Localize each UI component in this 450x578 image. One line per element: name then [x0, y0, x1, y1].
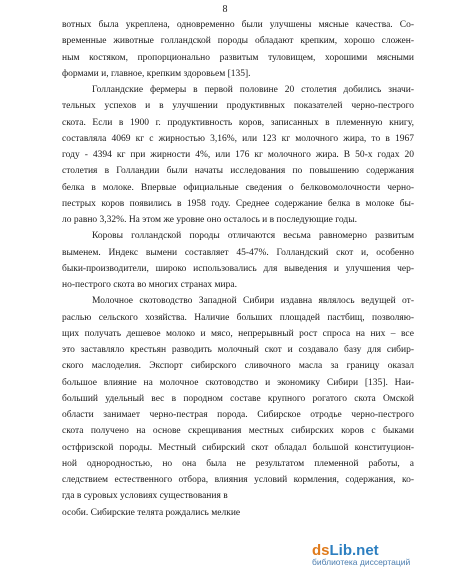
text-line: но-пестрого скота во многих странах мира. [62, 280, 237, 290]
text-line: Голландские фермеры в первой половине 20 столетия добились значи- [92, 85, 414, 95]
text-line: формами и, главное, крепким здоровьем [135]. [62, 68, 251, 79]
text-line: это заставляло крестьян разводить молочный скот и создавало базу для сибир- [62, 345, 414, 355]
text-line: большое влияние на молочное скотоводство и экономику Сибири [135]. Наи- [62, 377, 414, 388]
text-line: следствием естественного отбора, влияния условий кормления, содержания, ко- [62, 475, 414, 485]
page-number: 8 [222, 4, 228, 15]
text-line: остфризской породы. Местный сибирский скот обладал большой конституцион- [62, 442, 414, 453]
text-line: гда в суровых условиях существования в [62, 491, 228, 502]
text-line: временные животные голландской породы обладают крепким, хорошо сложен- [62, 36, 414, 47]
text-line: быки-производители, широко использовались для выведения и улучшения чер- [62, 263, 414, 274]
text-line: особи. Сибирские телята рождались мелкие [62, 507, 241, 518]
watermark-logo-main: Lib.net [329, 542, 379, 559]
text-line: вотных была укреплена, одновременно были улучшены мясные качества. Со- [62, 20, 414, 30]
text-line: белка в молоке. Впервые официальные сведения о белковомолочности черно- [62, 182, 414, 193]
text-line: скота получено на основе скрещивания местных сибирских коров с быками [62, 426, 414, 437]
text-line: выменем. Индекс вымени составляет 45-47%. Голландский скот и, особенно [62, 247, 414, 258]
body-text [62, 17, 414, 521]
text-line: Коровы голландской породы отличаются весьма равномерно развитым [92, 231, 414, 242]
text-line: раслью сельского хозяйства. Наличие больших площадей пастбищ, позволяю- [62, 312, 414, 323]
text-line: ло равно 3,32%. На этом же уровне оно осталось и в последующие годы. [62, 215, 357, 225]
text-line: пестрых коров появились в 1958 году. Среднее содержание белка в молоке бы- [62, 198, 414, 209]
text-line: Молочное скотоводство Западной Сибири издавна являлось ведущей от- [92, 296, 414, 307]
text-line: ной однородностью, но она была не результатом племенной работы, а [62, 458, 414, 469]
text-line: тельных успехов и в улучшении продуктивных показателей черно-пестрого [62, 101, 414, 112]
text-line: области занимает черно-пестрая порода. Сибирское отродье черно-пестрого [62, 410, 414, 420]
text-line: году - 4394 кг при жирности 4%, или 176 кг молочного жира. В 50-х годах 20 [62, 150, 414, 160]
text-line: ского маслоделия. Экспорт сибирского сливочного масла за границу оказал [62, 361, 414, 372]
text-line: составляла 4069 кг с жирностью 3,16%, или 123 кг молочного жира, то в 1967 [62, 133, 414, 144]
text-line: столетия в Голландии были начаты исследования по повышению содержания [62, 166, 414, 177]
text-line: больший удельный вес в породном составе крупного рогатого скота Омской [62, 393, 414, 404]
text-line: щих получать дешевое молоко и мясо, непрерывный рост спроса на них – все [62, 328, 414, 339]
watermark-subtitle: библиотека диссертаций [312, 557, 411, 567]
text-line: ным костяком, пропорционально развитым туловищем, хорошими мясными [62, 52, 414, 63]
watermark-logo-prefix: ds [312, 542, 330, 559]
text-line: скота. Если в 1900 г. продуктивность коров, записанных в племенную книгу, [62, 117, 414, 128]
watermark [312, 542, 442, 568]
